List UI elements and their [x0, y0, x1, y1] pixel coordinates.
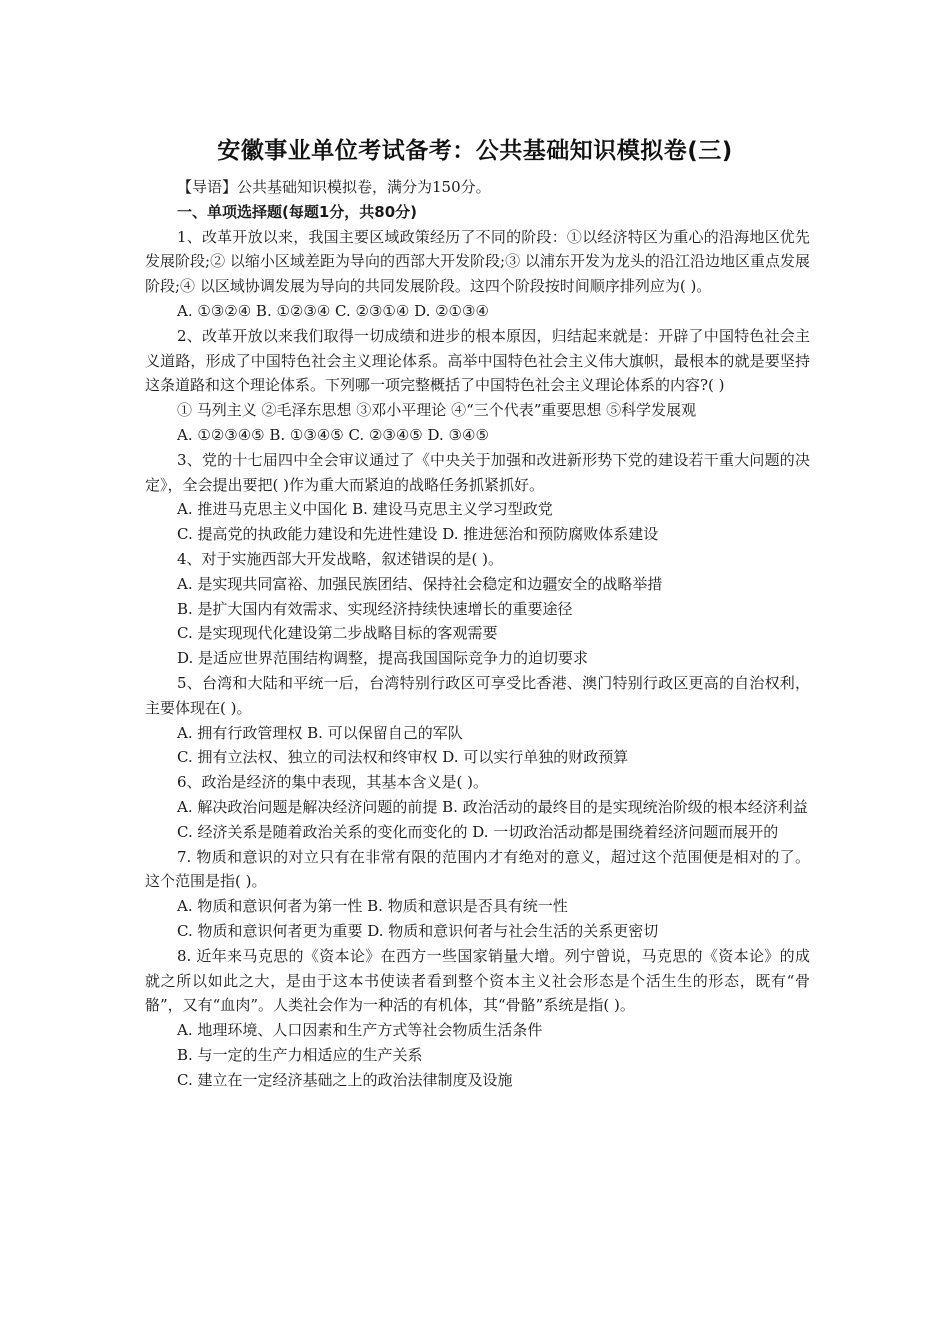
question-option: C. 是实现现代化建设第二步战略目标的客观需要	[177, 624, 498, 643]
question-stem: 6、政治是经济的集中表现，其基本含义是( )。	[177, 773, 489, 792]
question-stem: 3、党的十七届四中全会审议通过了《中央关于加强和改进新形势下党的建设若干重大问题的决定》，全会提出要把( )作为重大而紧迫的战略任务抓紧抓好。	[145, 450, 810, 494]
question-option: A. 推进马克思主义中国化 B. 建设马克思主义学习型政党	[177, 500, 553, 519]
question-4	[145, 547, 810, 671]
question-option: B. 与一定的生产力相适应的生产关系	[177, 1045, 423, 1064]
question-option: C. 提高党的执政能力建设和先进性建设 D. 推进惩治和预防腐败体系建设	[177, 525, 659, 544]
question-stem: 7. 物质和意识的对立只有在非常有限的范围内才有绝对的意义，超过这个范围便是相对的了。这个范围是指( )。	[145, 847, 810, 891]
question-6	[145, 770, 810, 844]
question-option: C. 拥有立法权、独立的司法权和终审权 D. 可以实行单独的财政预算	[177, 748, 629, 767]
question-stem: 4、对于实施西部大开发战略，叙述错误的是( )。	[177, 549, 504, 568]
question-7	[145, 845, 810, 944]
question-options: A. ①③②④ B. ①②③④ C. ②③①④ D. ②①③④	[177, 301, 489, 320]
question-stem: 8. 近年来马克思的《资本论》在西方一些国家销量大增。列宁曾说，马克思的《资本论》的成就之所以如此之大，是由于这本书使读者看到整个资本主义社会形态是个活生生的形态，既有“骨骼”，又有“血肉”。人类社会作为一种活的有机体，其“骨骼”系统是指( )。	[145, 946, 810, 1015]
question-option: A. 解决政治问题是解决经济问题的前提 B. 政治活动的最终目的是实现统治阶级的根本经济利益	[177, 797, 808, 816]
question-2	[145, 324, 810, 448]
question-option: C. 经济关系是随着政治关系的变化而变化的 D. 一切政治活动都是围绕着经济问题而展开的	[177, 822, 779, 841]
question-option: A. 拥有行政管理权 B. 可以保留自己的军队	[177, 723, 463, 742]
question-option: A. 地理环境、人口因素和生产方式等社会物质生活条件	[177, 1021, 543, 1040]
question-option: C. 建立在一定经济基础之上的政治法律制度及设施	[177, 1070, 513, 1089]
question-options: A. ①②③④⑤ B. ①③④⑤ C. ②③④⑤ D. ③④⑤	[177, 425, 489, 444]
question-stem: 2、改革开放以来我们取得一切成绩和进步的根本原因，归结起来就是：开辟了中国特色社会主义道路，形成了中国特色社会主义理论体系。高举中国特色社会主义伟大旗帜，最根本的就是要坚持这条道路和这个理论体系。下列哪一项完整概括了中国特色社会主义理论体系的内容?( )	[145, 326, 810, 395]
question-option: A. 是实现共同富裕、加强民族团结、保持社会稳定和边疆安全的战略举措	[177, 574, 663, 593]
question-option: D. 是适应世界范围结构调整，提高我国国际竞争力的迫切要求	[177, 649, 589, 668]
question-stem: 1、改革开放以来，我国主要区域政策经历了不同的阶段：①以经济特区为重心的沿海地区优先发展阶段;② 以缩小区域差距为导向的西部大开发阶段;③ 以浦东开发为龙头的沿江沿边地区重点发展阶段;④ 以区域协调发展为导向的共同发展阶段。这四个阶段按时间顺序排列应为( )。	[145, 227, 810, 296]
question-items: ① 马列主义 ②毛泽东思想 ③邓小平理论 ④“三个代表”重要思想 ⑤科学发展观	[177, 401, 697, 420]
intro-text: 【导语】公共基础知识模拟卷，满分为150分。	[177, 178, 491, 196]
question-stem: 5、台湾和大陆和平统一后，台湾特别行政区可享受比香港、澳门特别行政区更高的自治权利，主要体现在( )。	[145, 673, 810, 717]
question-option: C. 物质和意识何者更为重要 D. 物质和意识何者与社会生活的关系更密切	[177, 921, 659, 940]
section-heading: 一、单项选择题(每题1分，共80分)	[177, 202, 418, 221]
question-3	[145, 448, 810, 547]
question-option: A. 物质和意识何者为第一性 B. 物质和意识是否具有统一性	[177, 897, 568, 916]
page-title: 安徽事业单位考试备考：公共基础知识模拟卷(三)	[217, 138, 733, 164]
question-option: B. 是扩大国内有效需求、实现经济持续快速增长的重要途径	[177, 599, 573, 618]
document-body	[145, 175, 810, 1092]
question-8	[145, 944, 810, 1093]
question-1	[145, 225, 810, 324]
question-5	[145, 671, 810, 770]
